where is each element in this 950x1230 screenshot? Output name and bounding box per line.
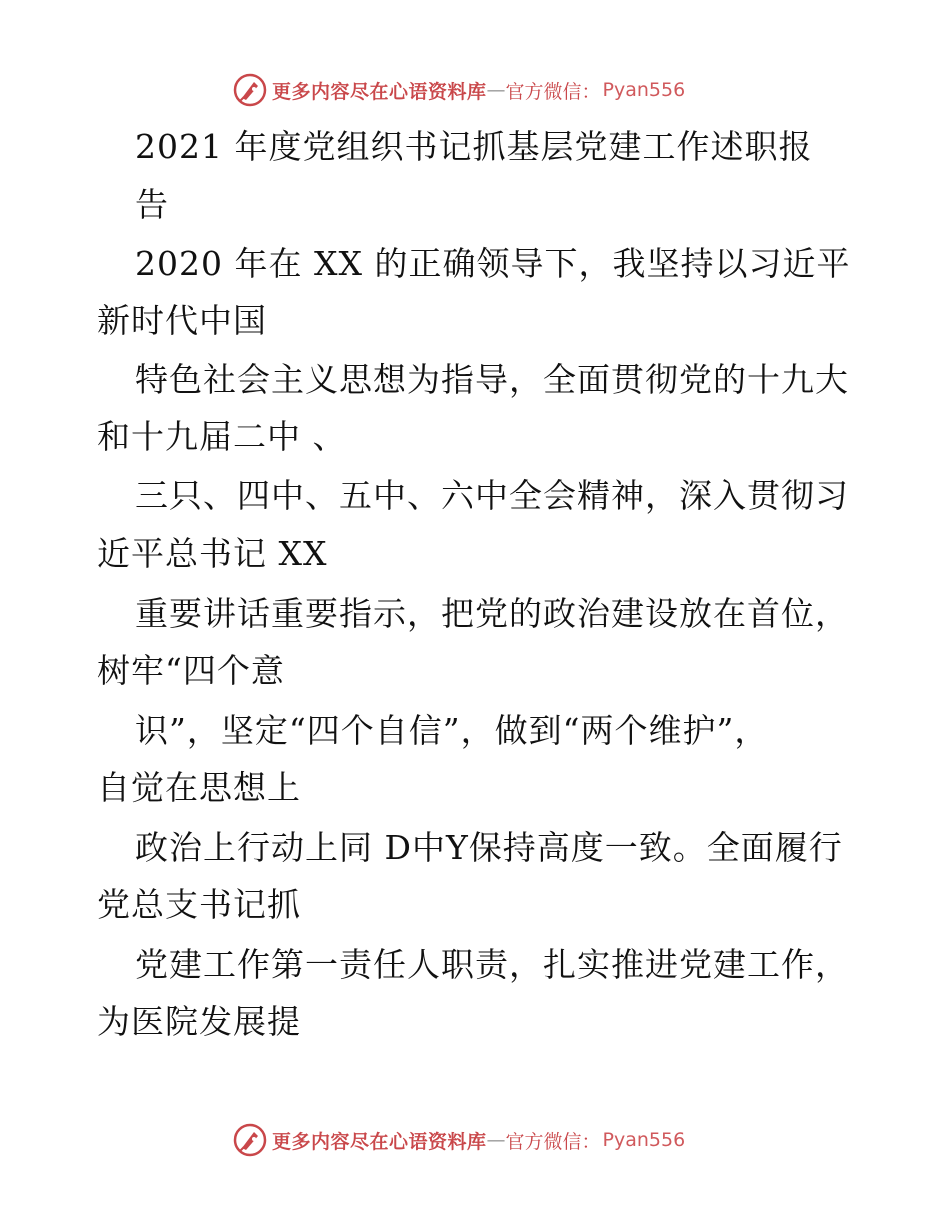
banner-dash: —	[486, 79, 506, 101]
paragraph-line: 党建工作第一责任人职责，扎实推进党建工作，	[135, 945, 849, 984]
banner-site-text: 更多内容尽在心语资料库	[272, 80, 487, 103]
banner-wechat-id: Pyan556	[602, 79, 686, 101]
banner-wechat-id: Pyan556	[602, 1129, 686, 1151]
paragraph-line: 三只、四中、五中、六中全会精神，深入贯彻习	[135, 476, 849, 515]
paragraph-line: 党总支书记抓	[97, 885, 301, 924]
paragraph-line: 新时代中国	[97, 301, 267, 340]
banner-dash: —	[486, 1129, 506, 1151]
paragraph-line: 树牢“四个意	[97, 651, 285, 690]
banner-official-label: 官方微信：	[505, 1130, 601, 1153]
banner-official-label: 官方微信：	[505, 80, 601, 103]
paragraph-line: 为医院发展提	[97, 1002, 301, 1041]
paragraph-line: 自觉在思想上	[97, 768, 301, 807]
document-title-line-2: 告	[135, 185, 169, 224]
paragraph-line: 特色社会主义思想为指导，全面贯彻党的十九大	[135, 360, 849, 399]
banner-site-text: 更多内容尽在心语资料库	[272, 1130, 487, 1153]
paragraph-line: 2020 年在 XX 的正确领导下，我坚持以习近平	[135, 244, 851, 283]
pen-nib-logo-icon	[232, 1122, 268, 1158]
paragraph-line: 和十九届二中 、	[97, 417, 347, 456]
paragraph-line: 近平总书记 XX	[97, 534, 328, 573]
footer-watermark-banner	[232, 1120, 685, 1160]
paragraph-line: 识”，坚定“四个自信”，做到“两个维护”，	[135, 711, 769, 750]
document-title-line-1: 2021 年度党组织书记抓基层党建工作述职报	[135, 127, 813, 166]
paragraph-line: 政治上行动上同 D中Y保持高度一致。全面履行	[135, 828, 843, 867]
paragraph-line: 重要讲话重要指示，把党的政治建设放在首位，	[135, 594, 849, 633]
